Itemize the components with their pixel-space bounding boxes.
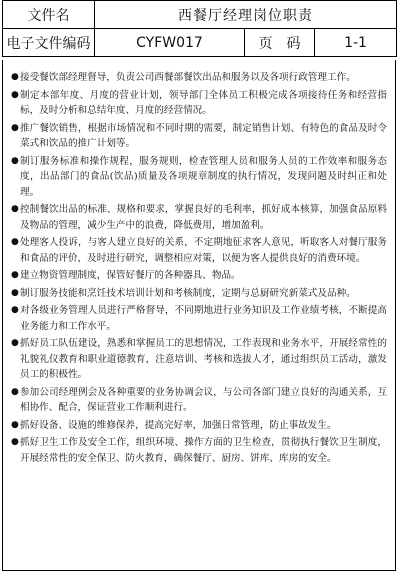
bullet-icon: ● [11,122,19,133]
bullet-icon: ● [11,419,19,430]
list-item [11,303,387,334]
item-text: 处理客人投诉，与客人建立良好的关系，不定期地征求客人意见，听取客人对餐厅服务和食品的评价，及时进行研究，调整相应对策，以便为客人提供良好的消费环境。 [20,237,387,264]
list-item [11,121,387,152]
item-text: 制订服务技能和烹饪技术培训计划和考核制度，定期与总厨研究新菜式及品种。 [20,287,356,299]
bullet-icon: ● [11,305,19,315]
item-text: 抓好卫生工作及安全工作，组织环境、操作方面的卫生检查，贯彻执行餐饮卫生制度，开展经常性的安全保卫、防火教育，确保餐厅、厨房、饼库、库房的安全。 [20,437,387,464]
bullet-icon: ● [11,270,19,280]
document-title: 西餐厅经理岗位职责 [95,1,397,29]
bullet-icon: ● [11,287,19,298]
item-text: 制订服务标准和操作规程，服务规则，检查管理人员和服务人员的工作效率和服务态度，出品部门的食品(饮品)质量及各项规章制度的执行情况，发现问题及时纠正和处理。 [20,155,387,198]
bullet-icon: ● [11,72,19,82]
bullet-icon: ● [11,204,19,214]
page-value: 1-1 [315,29,397,57]
bullet-icon: ● [11,155,19,166]
list-item [11,88,387,119]
list-item [11,268,387,284]
duties-section [2,60,396,571]
list-item [11,336,387,383]
bullet-icon: ● [11,237,19,247]
item-text: 控制餐饮出品的标准、规格和要求，掌握良好的毛利率，抓好成本核算，加强食品原料及物品的管理，减少生产中的浪费，降低费用，增加盈利。 [20,204,387,231]
list-item [11,70,387,86]
item-text: 接受餐饮部经理督导，负责公司西餐部餐饮出品和服务以及各项行政管理工作。 [20,72,356,83]
header-table [2,0,397,57]
item-text: 推广餐饮销售，根据市场情况和不同时期的需要，制定销售计划、有特色的食品及时令菜式和饮品的推广计划等。 [20,122,387,149]
bullet-icon: ● [11,89,19,100]
list-item [11,435,387,466]
code-label: 电子文件编码 [3,29,95,57]
item-text: 建立物资管理制度，保管好餐厅的各种器具、物品。 [20,270,241,281]
list-item [11,235,387,266]
bullet-icon: ● [11,437,19,447]
item-text: 制定本部年度、月度的营业计划，领导部门全体员工积极完成各项接待任务和经营指标，及时分析和总结年度、月度的经营情况。 [20,89,387,116]
document [2,0,396,57]
item-text: 对各级业务管理人员进行严格督导，不同期地进行业务知识及工作业绩考核，不断提高业务能力和工作水平。 [20,305,387,332]
item-text: 参加公司经理例会及各种重要的业务协调会议，与公司各部门建立良好的沟通关系，互相协作、配合，保证营业工作顺利进行。 [20,386,387,413]
file-name-label: 文件名 [3,1,95,29]
bullet-icon: ● [11,386,19,397]
code-value: CYFW017 [95,29,245,57]
duties-list [3,60,395,466]
bullet-icon: ● [11,338,19,348]
item-text: 抓好设备、设施的维修保养，提高完好率，加强日常管理，防止事故发生。 [20,419,337,431]
list-item [11,385,387,416]
list-item [11,154,387,201]
item-text: 抓好员工队伍建设，熟悉和掌握员工的思想情况，工作表现和业务水平，开展经常性的礼貌礼仪教育和职业道德教育，注意培训、考核和选拔人才，通过组织员工活动，激发员工的积极性。 [20,338,387,380]
list-item [11,418,387,434]
page-label: 页 码 [245,29,315,57]
list-item [11,286,387,302]
list-item [11,202,387,233]
